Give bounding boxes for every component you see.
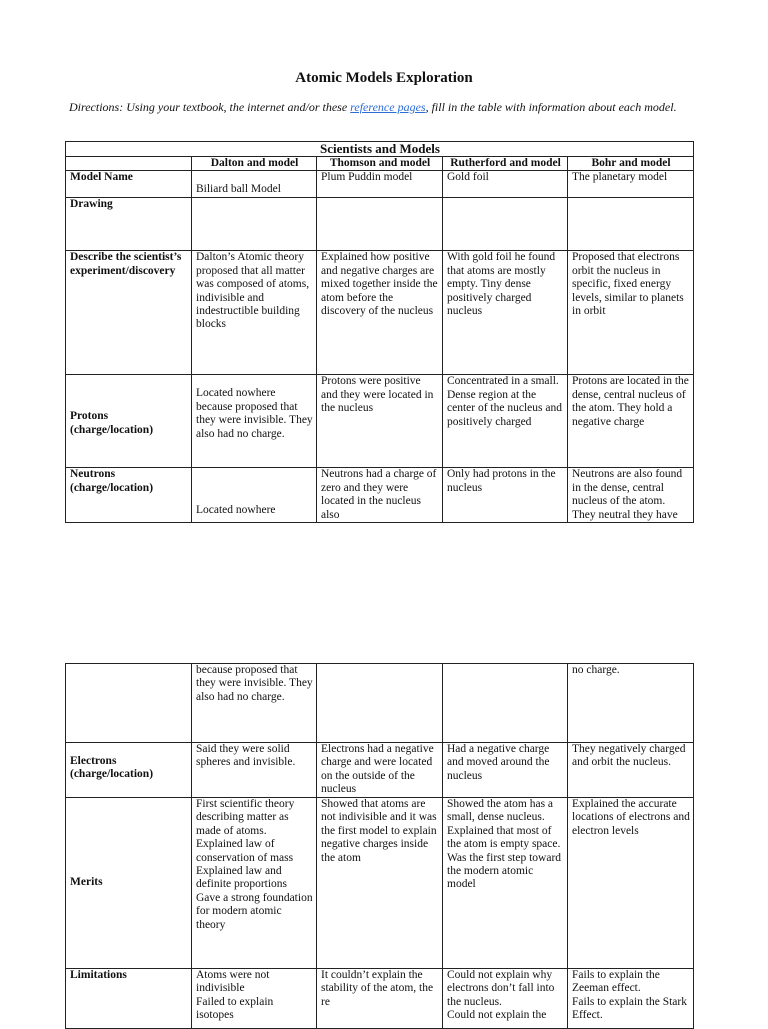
cell-merits-bohr[interactable]: Explained the accurate locations of electrons and electron levels [568, 798, 694, 969]
cell-neutrons-cont-bohr[interactable]: no charge. [568, 664, 694, 743]
cell-neutrons-cont-rutherford[interactable] [443, 664, 568, 743]
cell-neutrons-bohr[interactable]: Neutrons are also found in the dense, central nucleus of the atom. They neutral they have [568, 468, 694, 523]
table-row-limitations [66, 969, 694, 1029]
cell-protons-rutherford[interactable]: Concentrated in a small. Dense region at the center of the nucleus and positively charged [443, 375, 568, 468]
row-label-drawing: Drawing [66, 198, 192, 251]
cell-neutrons-cont-thomson[interactable] [317, 664, 443, 743]
cell-limitations-dalton[interactable]: Atoms were not indivisible Failed to explain isotopes [192, 969, 317, 1029]
cell-model-name-dalton[interactable]: Biliard ball Model [192, 171, 317, 198]
header-empty-cell [66, 157, 192, 171]
header-dalton: Dalton and model [192, 157, 317, 171]
table-row-drawing [66, 198, 694, 251]
cell-electrons-bohr[interactable]: They negatively charged and orbit the nucleus. [568, 743, 694, 798]
page-title: Atomic Models Exploration [295, 70, 473, 86]
table-caption: Scientists and Models [66, 142, 694, 157]
cell-protons-thomson[interactable]: Protons were positive and they were located in the nucleus [317, 375, 443, 468]
table-row-neutrons [66, 468, 694, 523]
reference-pages-link[interactable]: reference pages [350, 100, 426, 114]
cell-merits-dalton[interactable]: First scientific theory describing matter as made of atoms. Explained law of conservation of mass Explained law and definite proportions Gave a strong foundation for modern atomic theory [192, 798, 317, 969]
row-label-neutrons: Neutrons (charge/location) [66, 468, 192, 523]
directions-after: , fill in the table with information about each model. [425, 100, 677, 114]
cell-electrons-rutherford[interactable]: Had a negative charge and moved around the nucleus [443, 743, 568, 798]
cell-electrons-thomson[interactable]: Electrons had a negative charge and were located on the outside of the nucleus [317, 743, 443, 798]
row-label-model-name: Model Name [66, 171, 192, 198]
table-row-protons [66, 375, 694, 468]
cell-drawing-dalton[interactable] [192, 198, 317, 251]
cell-model-name-bohr[interactable]: The planetary model [568, 171, 694, 198]
cell-neutrons-dalton[interactable]: Located nowhere [192, 468, 317, 523]
directions-text [69, 100, 709, 115]
table-row-model-name [66, 171, 694, 198]
cell-neutrons-thomson[interactable]: Neutrons had a charge of zero and they were located in the nucleus also [317, 468, 443, 523]
cell-protons-bohr[interactable]: Protons are located in the dense, central nucleus of the atom. They hold a negative charge [568, 375, 694, 468]
cell-drawing-thomson[interactable] [317, 198, 443, 251]
cell-merits-thomson[interactable]: Showed that atoms are not indivisible and it was the first model to explain negative charges inside the atom [317, 798, 443, 969]
cell-experiment-rutherford[interactable]: With gold foil he found that atoms are mostly empty. Tiny dense positively charged nucleus [443, 251, 568, 375]
header-rutherford: Rutherford and model [443, 157, 568, 171]
directions-before: Directions: Using your textbook, the internet and/or these [69, 100, 351, 114]
cell-protons-dalton[interactable]: Located nowhere because proposed that they were invisible. They also had no charge. [192, 375, 317, 468]
cell-experiment-thomson[interactable]: Explained how positive and negative charges are mixed together inside the atom before the discovery of the nucleus [317, 251, 443, 375]
table-row-neutrons-continued [66, 664, 694, 743]
cell-experiment-dalton[interactable]: Dalton’s Atomic theory proposed that all matter was composed of atoms, indivisible and indestructible building blocks [192, 251, 317, 375]
table-row-merits [66, 798, 694, 969]
row-label-empty [66, 664, 192, 743]
cell-limitations-rutherford[interactable]: Could not explain why electrons don’t fall into the nucleus. Could not explain the [443, 969, 568, 1029]
row-label-limitations: Limitations [66, 969, 192, 1029]
cell-drawing-rutherford[interactable] [443, 198, 568, 251]
row-label-electrons: Electrons (charge/location) [66, 743, 192, 798]
cell-model-name-thomson[interactable]: Plum Puddin model [317, 171, 443, 198]
row-label-protons: Protons (charge/location) [66, 375, 192, 468]
table-row-electrons [66, 743, 694, 798]
table-caption-row [66, 142, 694, 157]
header-thomson: Thomson and model [317, 157, 443, 171]
row-label-merits: Merits [66, 798, 192, 969]
scientists-models-table-continued [65, 663, 694, 1029]
cell-model-name-rutherford[interactable]: Gold foil [443, 171, 568, 198]
row-label-experiment: Describe the scientist’s experiment/discovery [66, 251, 192, 375]
cell-limitations-thomson[interactable]: It couldn’t explain the stability of the atom, the re [317, 969, 443, 1029]
cell-neutrons-rutherford[interactable]: Only had protons in the nucleus [443, 468, 568, 523]
table-header-row [66, 157, 694, 171]
scientists-models-table [65, 141, 694, 523]
header-bohr: Bohr and model [568, 157, 694, 171]
cell-merits-rutherford[interactable]: Showed the atom has a small, dense nucleus. Explained that most of the atom is empty space. Was the first step toward the modern atomic model [443, 798, 568, 969]
cell-electrons-dalton[interactable]: Said they were solid spheres and invisible. [192, 743, 317, 798]
table-row-experiment [66, 251, 694, 375]
cell-experiment-bohr[interactable]: Proposed that electrons orbit the nucleus in specific, fixed energy levels, similar to planets in orbit [568, 251, 694, 375]
cell-limitations-bohr[interactable]: Fails to explain the Zeeman effect. Fails to explain the Stark Effect. [568, 969, 694, 1029]
cell-drawing-bohr[interactable] [568, 198, 694, 251]
cell-neutrons-cont-dalton[interactable]: because proposed that they were invisible. They also had no charge. [192, 664, 317, 743]
